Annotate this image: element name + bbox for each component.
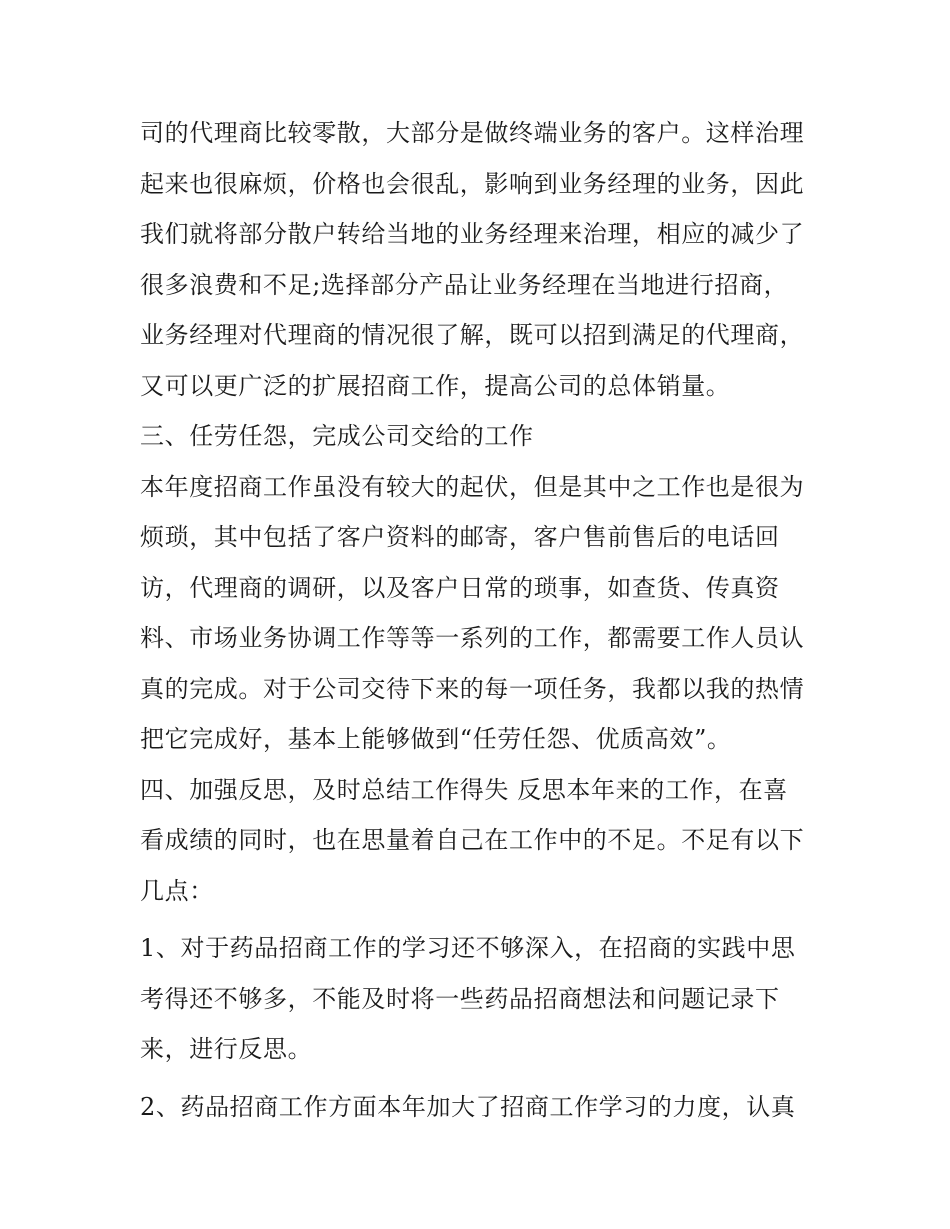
section-heading-3: 三、任劳任怨，完成公司交给的工作 (140, 422, 534, 450)
text-line: 料、市场业务协调工作等等一系列的工作，都需要工作人员认 (140, 624, 805, 652)
text-line: 本年度招商工作虽没有较大的起伏，但是其中之工作也是很为 (140, 472, 805, 501)
list-item-1: 1、对于药品招商工作的学习还不够深入，在招商的实践中思 (140, 934, 796, 962)
text-line: 真的完成。对于公司交待下来的每一项任务，我都以我的热情 (140, 674, 805, 703)
text-line: 看成绩的同时，也在思量着自己在工作中的不足。不足有以下 (140, 826, 805, 854)
text-line: 我们就将部分散户转给当地的业务经理来治理，相应的减少了 (140, 220, 805, 248)
text-line: 业务经理对代理商的情况很了解，既可以招到满足的代理商， (140, 321, 805, 349)
text-line: 烦琐，其中包括了客户资料的邮寄，客户售前售后的电话回 (140, 523, 780, 551)
list-item-2: 2、药品招商工作方面本年加大了招商工作学习的力度，认真 (140, 1092, 796, 1121)
document-body (140, 108, 830, 1132)
text-line: 很多浪费和不足;选择部分产品让业务经理在当地进行招商， (140, 270, 789, 299)
text-line: 起来也很麻烦，价格也会很乱，影响到业务经理的业务，因此 (140, 169, 805, 198)
text-line: 来，进行反思。 (140, 1035, 313, 1063)
text-line: 访，代理商的调研，以及客户日常的琐事，如查货、传真资 (140, 573, 780, 602)
section-heading-4: 四、加强反思，及时总结工作得失 反思本年来的工作，在喜 (140, 775, 788, 804)
text-line: 考得还不够多，不能及时将一些药品招商想法和问题记录下 (140, 984, 780, 1013)
text-line: 几点： (140, 876, 214, 905)
text-line: 又可以更广泛的扩展招商工作，提高公司的总体销量。 (140, 371, 731, 400)
text-line: 司的代理商比较零散，大部分是做终端业务的客户。这样治理 (140, 119, 805, 147)
text-line: 把它完成好，基本上能够做到“任劳任怨、优质高效”。 (140, 725, 732, 753)
